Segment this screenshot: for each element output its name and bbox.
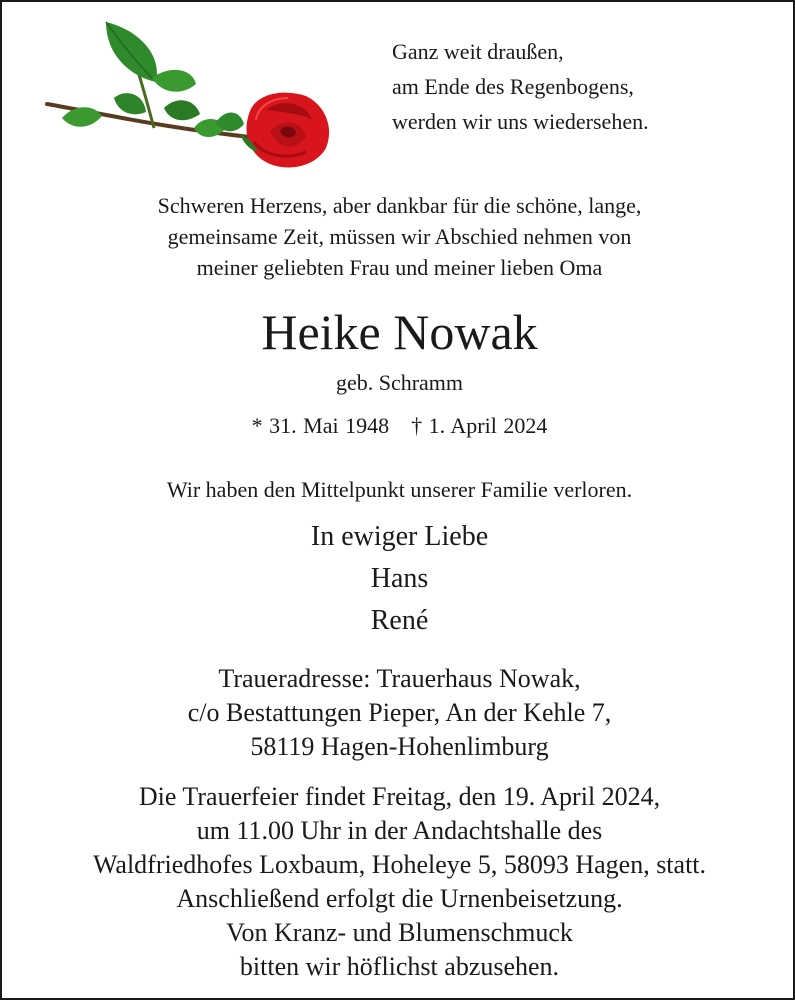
address-line: Traueradresse: Trauerhaus Nowak, xyxy=(218,664,581,693)
life-dates xyxy=(2,410,795,442)
death-date: † 1. April 2024 xyxy=(411,413,548,438)
family-loss-statement: Wir haben den Mittelpunkt unserer Familie verloren. xyxy=(166,477,633,502)
maiden-name: geb. Schramm xyxy=(335,370,464,395)
mourner-line: René xyxy=(370,605,429,636)
funeral-service-info xyxy=(2,780,795,984)
mourner-line: In ewiger Liebe xyxy=(310,521,489,552)
address-line: 58119 Hagen-Hohenlimburg xyxy=(250,732,549,761)
poem-line: werden wir uns wiedersehen. xyxy=(392,109,649,134)
poem-line: Ganz weit draußen, xyxy=(392,39,564,64)
intro-line: gemeinsame Zeit, müssen wir Abschied nehmen von xyxy=(167,224,632,249)
poem-line: am Ende des Regenbogens, xyxy=(392,74,634,99)
service-line: Waldfriedhofes Loxbaum, Hoheleye 5, 58093 Hagen, statt. xyxy=(92,850,707,879)
service-line: Von Kranz- und Blumenschmuck xyxy=(226,918,573,947)
intro-line: Schweren Herzens, aber dankbar für die schöne, lange, xyxy=(157,193,642,218)
deceased-name: Heike Nowak xyxy=(261,304,538,360)
service-line: Anschließend erfolgt die Urnenbeisetzung. xyxy=(176,884,623,913)
service-line: um 11.00 Uhr in der Andachtshalle des xyxy=(196,816,603,845)
intro-text xyxy=(2,190,795,283)
service-line: Die Trauerfeier findet Freitag, den 19. April 2024, xyxy=(138,782,661,811)
mourners xyxy=(2,516,795,642)
service-line: bitten wir höflichst abzusehen. xyxy=(239,952,560,981)
address-line: c/o Bestattungen Pieper, An der Kehle 7, xyxy=(187,698,612,727)
intro-line: meiner geliebten Frau und meiner lieben Oma xyxy=(196,255,603,280)
mourning-address xyxy=(2,662,795,764)
mourner-line: Hans xyxy=(370,563,429,594)
poem xyxy=(392,34,649,139)
red-rose-image xyxy=(44,10,344,175)
birth-date: * 31. Mai 1948 xyxy=(251,413,390,438)
